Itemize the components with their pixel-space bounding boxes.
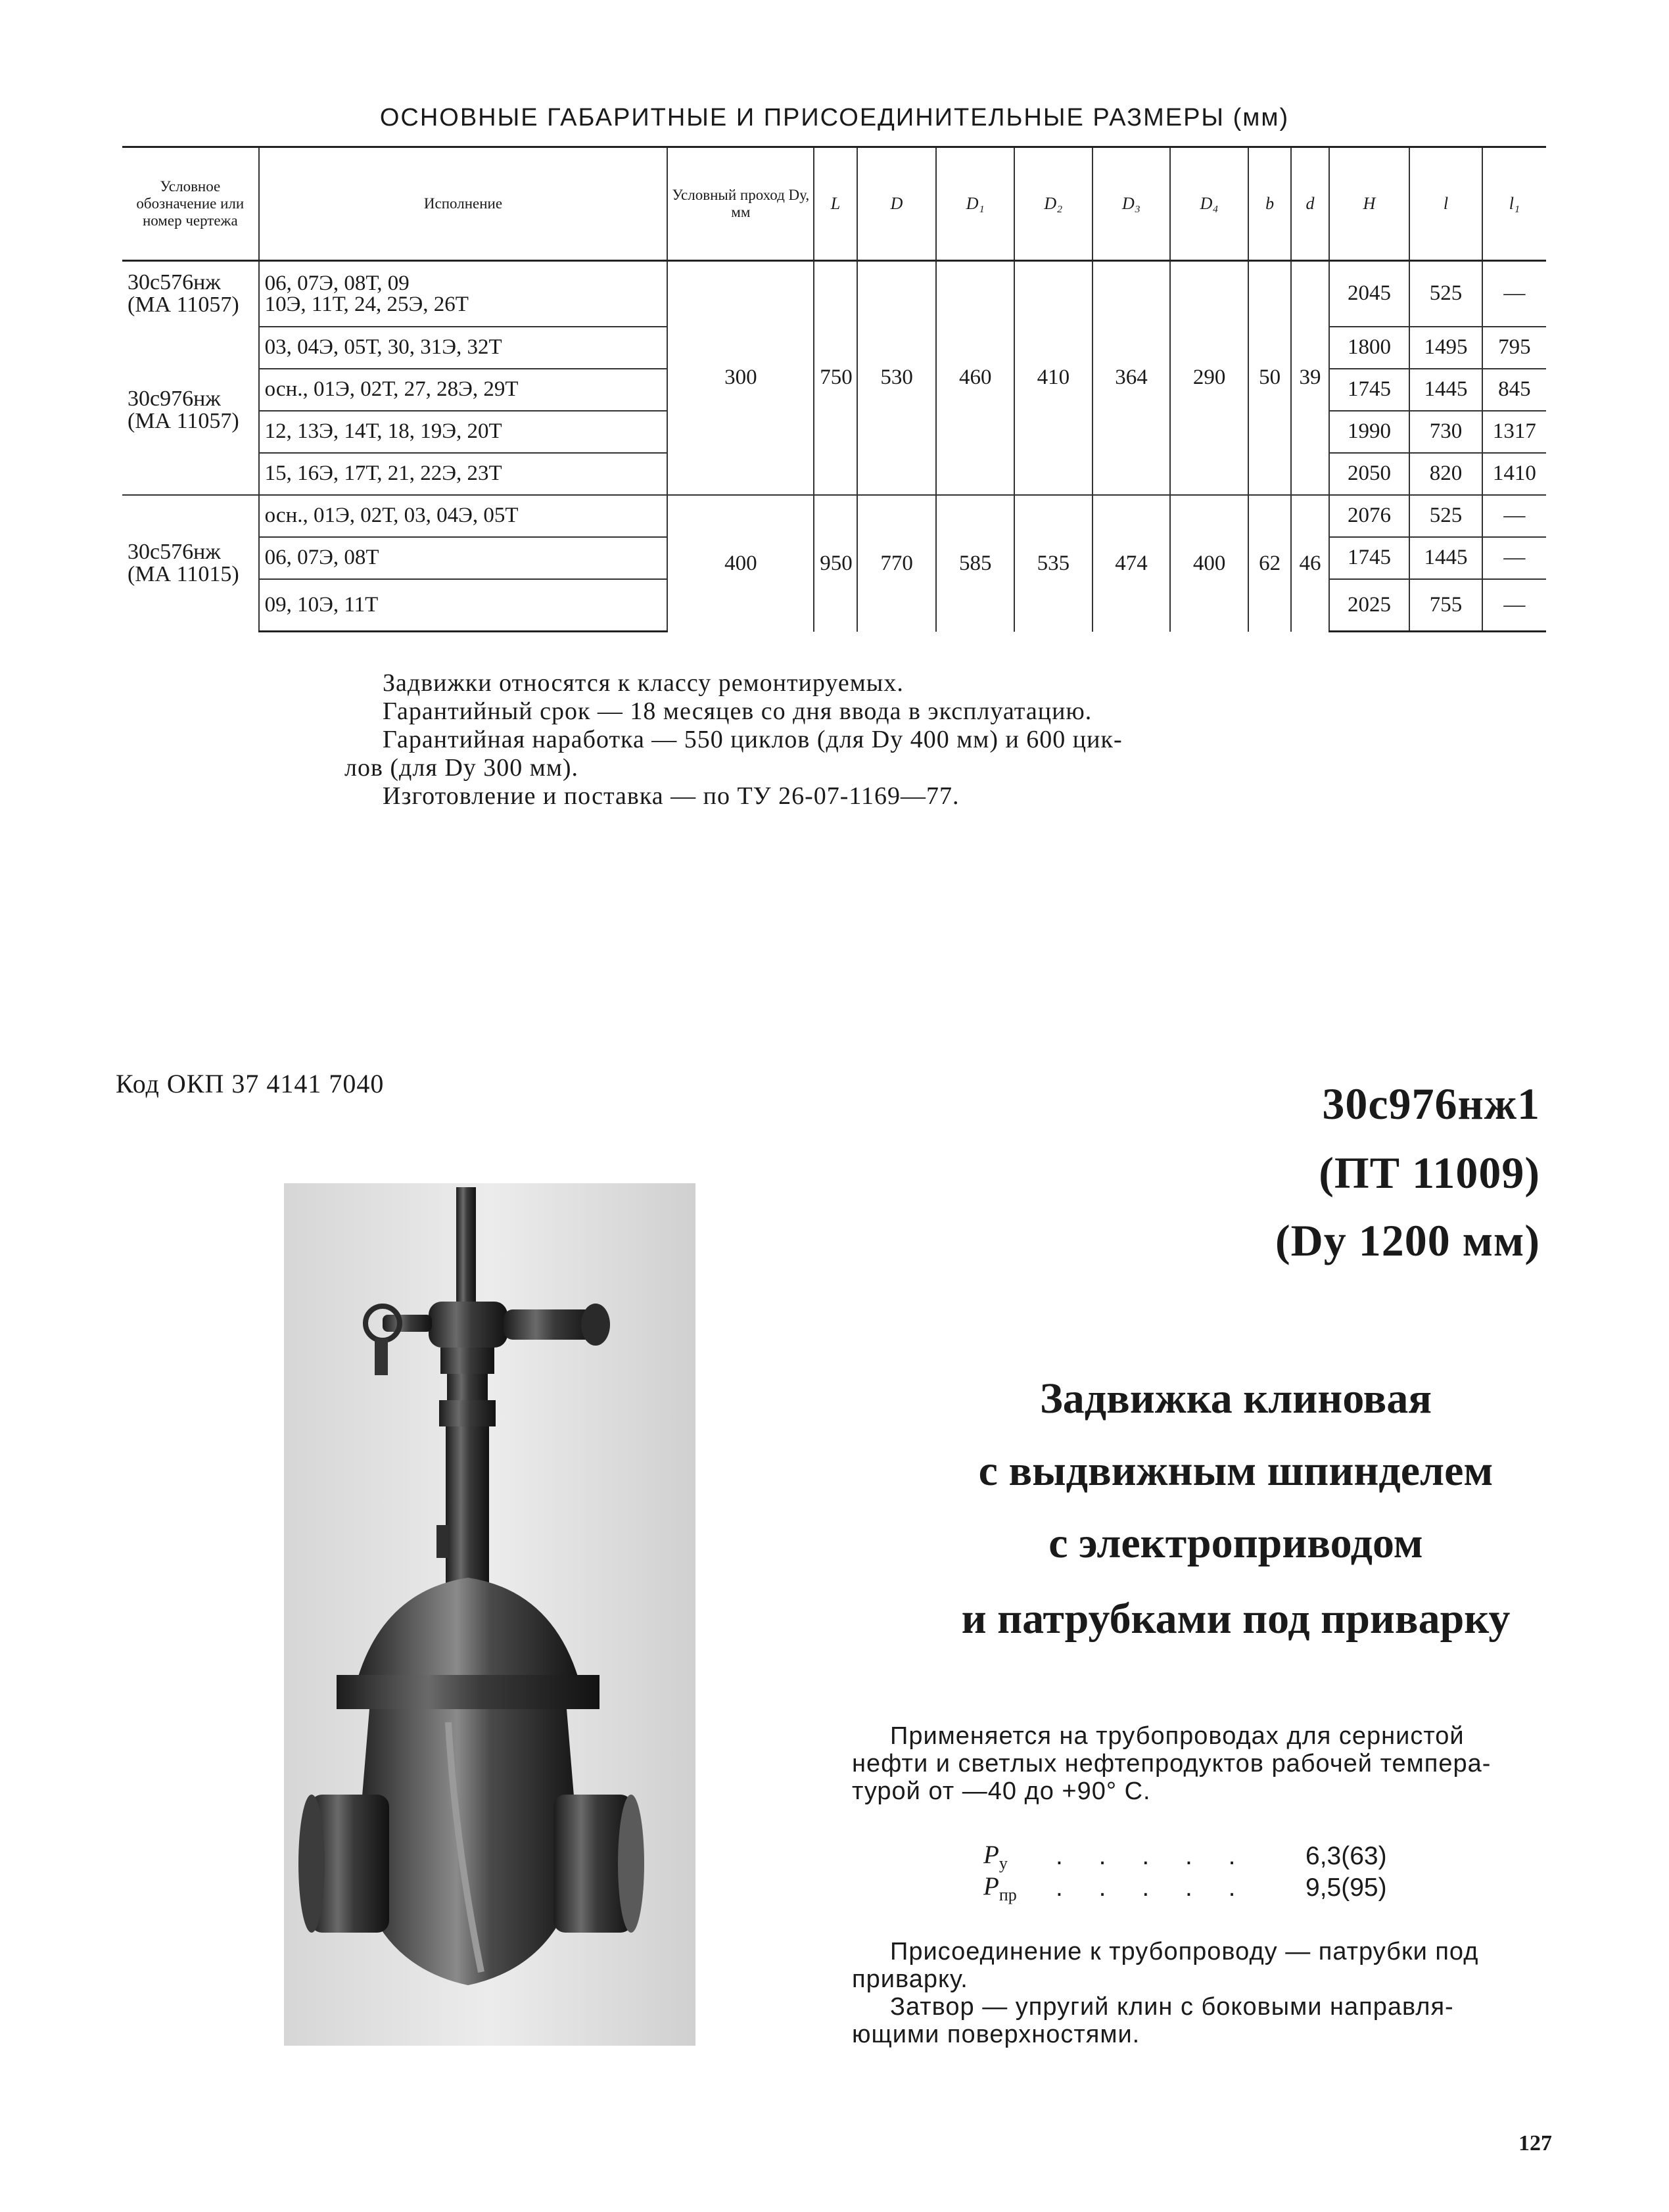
connection-line: приварку. bbox=[852, 1965, 968, 1993]
param-value: 6,3(63) bbox=[1305, 1842, 1387, 1870]
pressure-params bbox=[983, 1841, 1437, 1904]
page-number: 127 bbox=[1518, 2131, 1552, 2155]
note-line: Задвижки относятся к классу ремонтируемых. bbox=[383, 669, 904, 697]
cell-H: 1745 bbox=[1329, 369, 1410, 411]
okp-code: Код ОКП 37 4141 7040 bbox=[116, 1069, 385, 1098]
cell-d: 46 bbox=[1291, 495, 1328, 632]
param-row bbox=[983, 1841, 1437, 1872]
header-b: b bbox=[1248, 147, 1291, 261]
header-designation: Условное обозначение или номер чертежа bbox=[122, 147, 259, 261]
cell-l1: 795 bbox=[1482, 327, 1546, 369]
cell-D: 770 bbox=[857, 495, 937, 632]
bore-cell: 300 bbox=[667, 261, 814, 495]
cell-H: 2025 bbox=[1329, 579, 1410, 632]
table-row bbox=[122, 495, 1546, 537]
product-heading-line: и патрубками под приварку bbox=[961, 1595, 1511, 1643]
cell-l: 755 bbox=[1409, 579, 1482, 632]
cell-H: 1990 bbox=[1329, 411, 1410, 453]
cell-l1: — bbox=[1482, 579, 1546, 632]
connection-description bbox=[852, 1938, 1549, 2048]
execution-line: 06, 07Э, 08Т, 09 bbox=[264, 271, 410, 295]
header-l: l bbox=[1409, 147, 1482, 261]
note-line: Изготовление и поставка — по ТУ 26-07-1169—77. bbox=[383, 782, 960, 810]
cell-d: 39 bbox=[1291, 261, 1328, 495]
cell-b: 50 bbox=[1248, 261, 1291, 495]
execution-cell: 15, 16Э, 17Т, 21, 22Э, 23Т bbox=[259, 453, 668, 495]
cell-D1: 460 bbox=[936, 261, 1014, 495]
header-D3: D₃ bbox=[1093, 147, 1171, 261]
execution-line: 10Э, 11Т, 24, 25Э, 26Т bbox=[264, 292, 469, 316]
cell-H: 1800 bbox=[1329, 327, 1410, 369]
bore-cell: 400 bbox=[667, 495, 814, 632]
header-D4: D₄ bbox=[1170, 147, 1248, 261]
cell-H: 1745 bbox=[1329, 537, 1410, 579]
execution-cell: 09, 10Э, 11Т bbox=[259, 579, 668, 632]
execution-cell bbox=[259, 261, 668, 327]
notes-block bbox=[344, 669, 1316, 811]
table-title: ОСНОВНЫЕ ГАБАРИТНЫЕ И ПРИСОЕДИНИТЕЛЬНЫЕ РАЗМЕРЫ (мм) bbox=[379, 104, 1290, 131]
cell-l: 820 bbox=[1409, 453, 1482, 495]
designation-name: 30с576нж bbox=[128, 270, 221, 295]
param-row bbox=[983, 1872, 1437, 1904]
cell-l: 525 bbox=[1409, 495, 1482, 537]
cell-l1: — bbox=[1482, 537, 1546, 579]
cell-D1: 585 bbox=[936, 495, 1014, 632]
cell-l1: — bbox=[1482, 261, 1546, 327]
cell-l1: 1410 bbox=[1482, 453, 1546, 495]
connection-line: Присоединение к трубопроводу — патрубки под bbox=[890, 1938, 1479, 1965]
header-execution: Исполнение bbox=[259, 147, 668, 261]
execution-cell: осн., 01Э, 02Т, 03, 04Э, 05Т bbox=[259, 495, 668, 537]
note-line: Гарантийная наработка — 550 циклов (для Dу 400 мм) и 600 цик- bbox=[383, 726, 1123, 753]
execution-cell: 12, 13Э, 14Т, 18, 19Э, 20Т bbox=[259, 411, 668, 453]
note-line: лов (для Dу 300 мм). bbox=[344, 754, 579, 782]
header-L: L bbox=[814, 147, 857, 261]
param-symbol: $P_{пр}$ bbox=[983, 1871, 1017, 1904]
header-l1: l₁ bbox=[1482, 147, 1546, 261]
cell-D2: 535 bbox=[1014, 495, 1093, 632]
connection-line: ющими поверхностями. bbox=[852, 2021, 1140, 2048]
designation-cell bbox=[122, 261, 259, 327]
cell-D2: 410 bbox=[1014, 261, 1093, 495]
designation-drawing: (МА 11057) bbox=[128, 293, 239, 318]
gate-valve-photo bbox=[284, 1183, 695, 2046]
cell-L: 750 bbox=[814, 261, 857, 495]
header-d: d bbox=[1291, 147, 1328, 261]
cell-l1: 845 bbox=[1482, 369, 1546, 411]
header-D2: D₂ bbox=[1014, 147, 1093, 261]
designation-drawing: (МА 11057) bbox=[128, 409, 239, 433]
description-line: турой от —40 до +90° С. bbox=[852, 1777, 1151, 1805]
cell-l: 525 bbox=[1409, 261, 1482, 327]
cell-l1: 1317 bbox=[1482, 411, 1546, 453]
designation-name: 30с976нж bbox=[128, 387, 221, 411]
designation-cell bbox=[122, 495, 259, 632]
header-D: D bbox=[857, 147, 937, 261]
execution-cell: 06, 07Э, 08Т bbox=[259, 537, 668, 579]
cell-D4: 400 bbox=[1170, 495, 1248, 632]
cell-H: 2045 bbox=[1329, 261, 1410, 327]
cell-l: 1495 bbox=[1409, 327, 1482, 369]
cell-D4: 290 bbox=[1170, 261, 1248, 495]
cell-l1: — bbox=[1482, 495, 1546, 537]
cell-l: 1445 bbox=[1409, 369, 1482, 411]
param-leader: . . . . . bbox=[1056, 1842, 1250, 1870]
cell-D3: 364 bbox=[1093, 261, 1171, 495]
product-heading-line: с электроприводом bbox=[1048, 1519, 1423, 1567]
cell-l: 730 bbox=[1409, 411, 1482, 453]
param-symbol: $P_у$ bbox=[983, 1840, 1008, 1873]
header-H: H bbox=[1329, 147, 1410, 261]
model-drawing-number: (ПТ 11009) bbox=[1319, 1148, 1540, 1198]
table-row bbox=[122, 261, 1546, 327]
cell-D: 530 bbox=[857, 261, 937, 495]
param-leader: . . . . . bbox=[1056, 1873, 1250, 1902]
execution-cell: 03, 04Э, 05Т, 30, 31Э, 32Т bbox=[259, 327, 668, 369]
model-designation: 30с976нж1 bbox=[1322, 1079, 1540, 1129]
cell-H: 2050 bbox=[1329, 453, 1410, 495]
product-heading-line: Задвижка клиновая bbox=[1039, 1375, 1432, 1423]
cell-L: 950 bbox=[814, 495, 857, 632]
designation-name: 30с576нж bbox=[128, 540, 221, 564]
cell-H: 2076 bbox=[1329, 495, 1410, 537]
product-heading-line: с выдвижным шпинделем bbox=[978, 1447, 1493, 1495]
designation-drawing: (МА 11015) bbox=[128, 562, 239, 586]
param-value: 9,5(95) bbox=[1305, 1873, 1387, 1902]
model-nominal-bore: (Dу 1200 мм) bbox=[1275, 1215, 1540, 1265]
execution-cell: осн., 01Э, 02Т, 27, 28Э, 29Т bbox=[259, 369, 668, 411]
cell-l: 1445 bbox=[1409, 537, 1482, 579]
application-description bbox=[852, 1722, 1549, 1805]
designation-cell bbox=[122, 327, 259, 495]
dimensions-table bbox=[122, 146, 1546, 632]
cell-D3: 474 bbox=[1093, 495, 1171, 632]
header-bore: Условный проход Dу, мм bbox=[667, 147, 814, 261]
description-line: Применяется на трубопроводах для сернистой bbox=[890, 1722, 1465, 1750]
connection-line: Затвор — упругий клин с боковыми направля- bbox=[890, 1993, 1454, 2021]
note-line: Гарантийный срок — 18 месяцев со дня ввода в эксплуатацию. bbox=[383, 697, 1093, 725]
header-D1: D₁ bbox=[936, 147, 1014, 261]
description-line: нефти и светлых нефтепродуктов рабочей темпера- bbox=[852, 1750, 1492, 1777]
cell-b: 62 bbox=[1248, 495, 1291, 632]
